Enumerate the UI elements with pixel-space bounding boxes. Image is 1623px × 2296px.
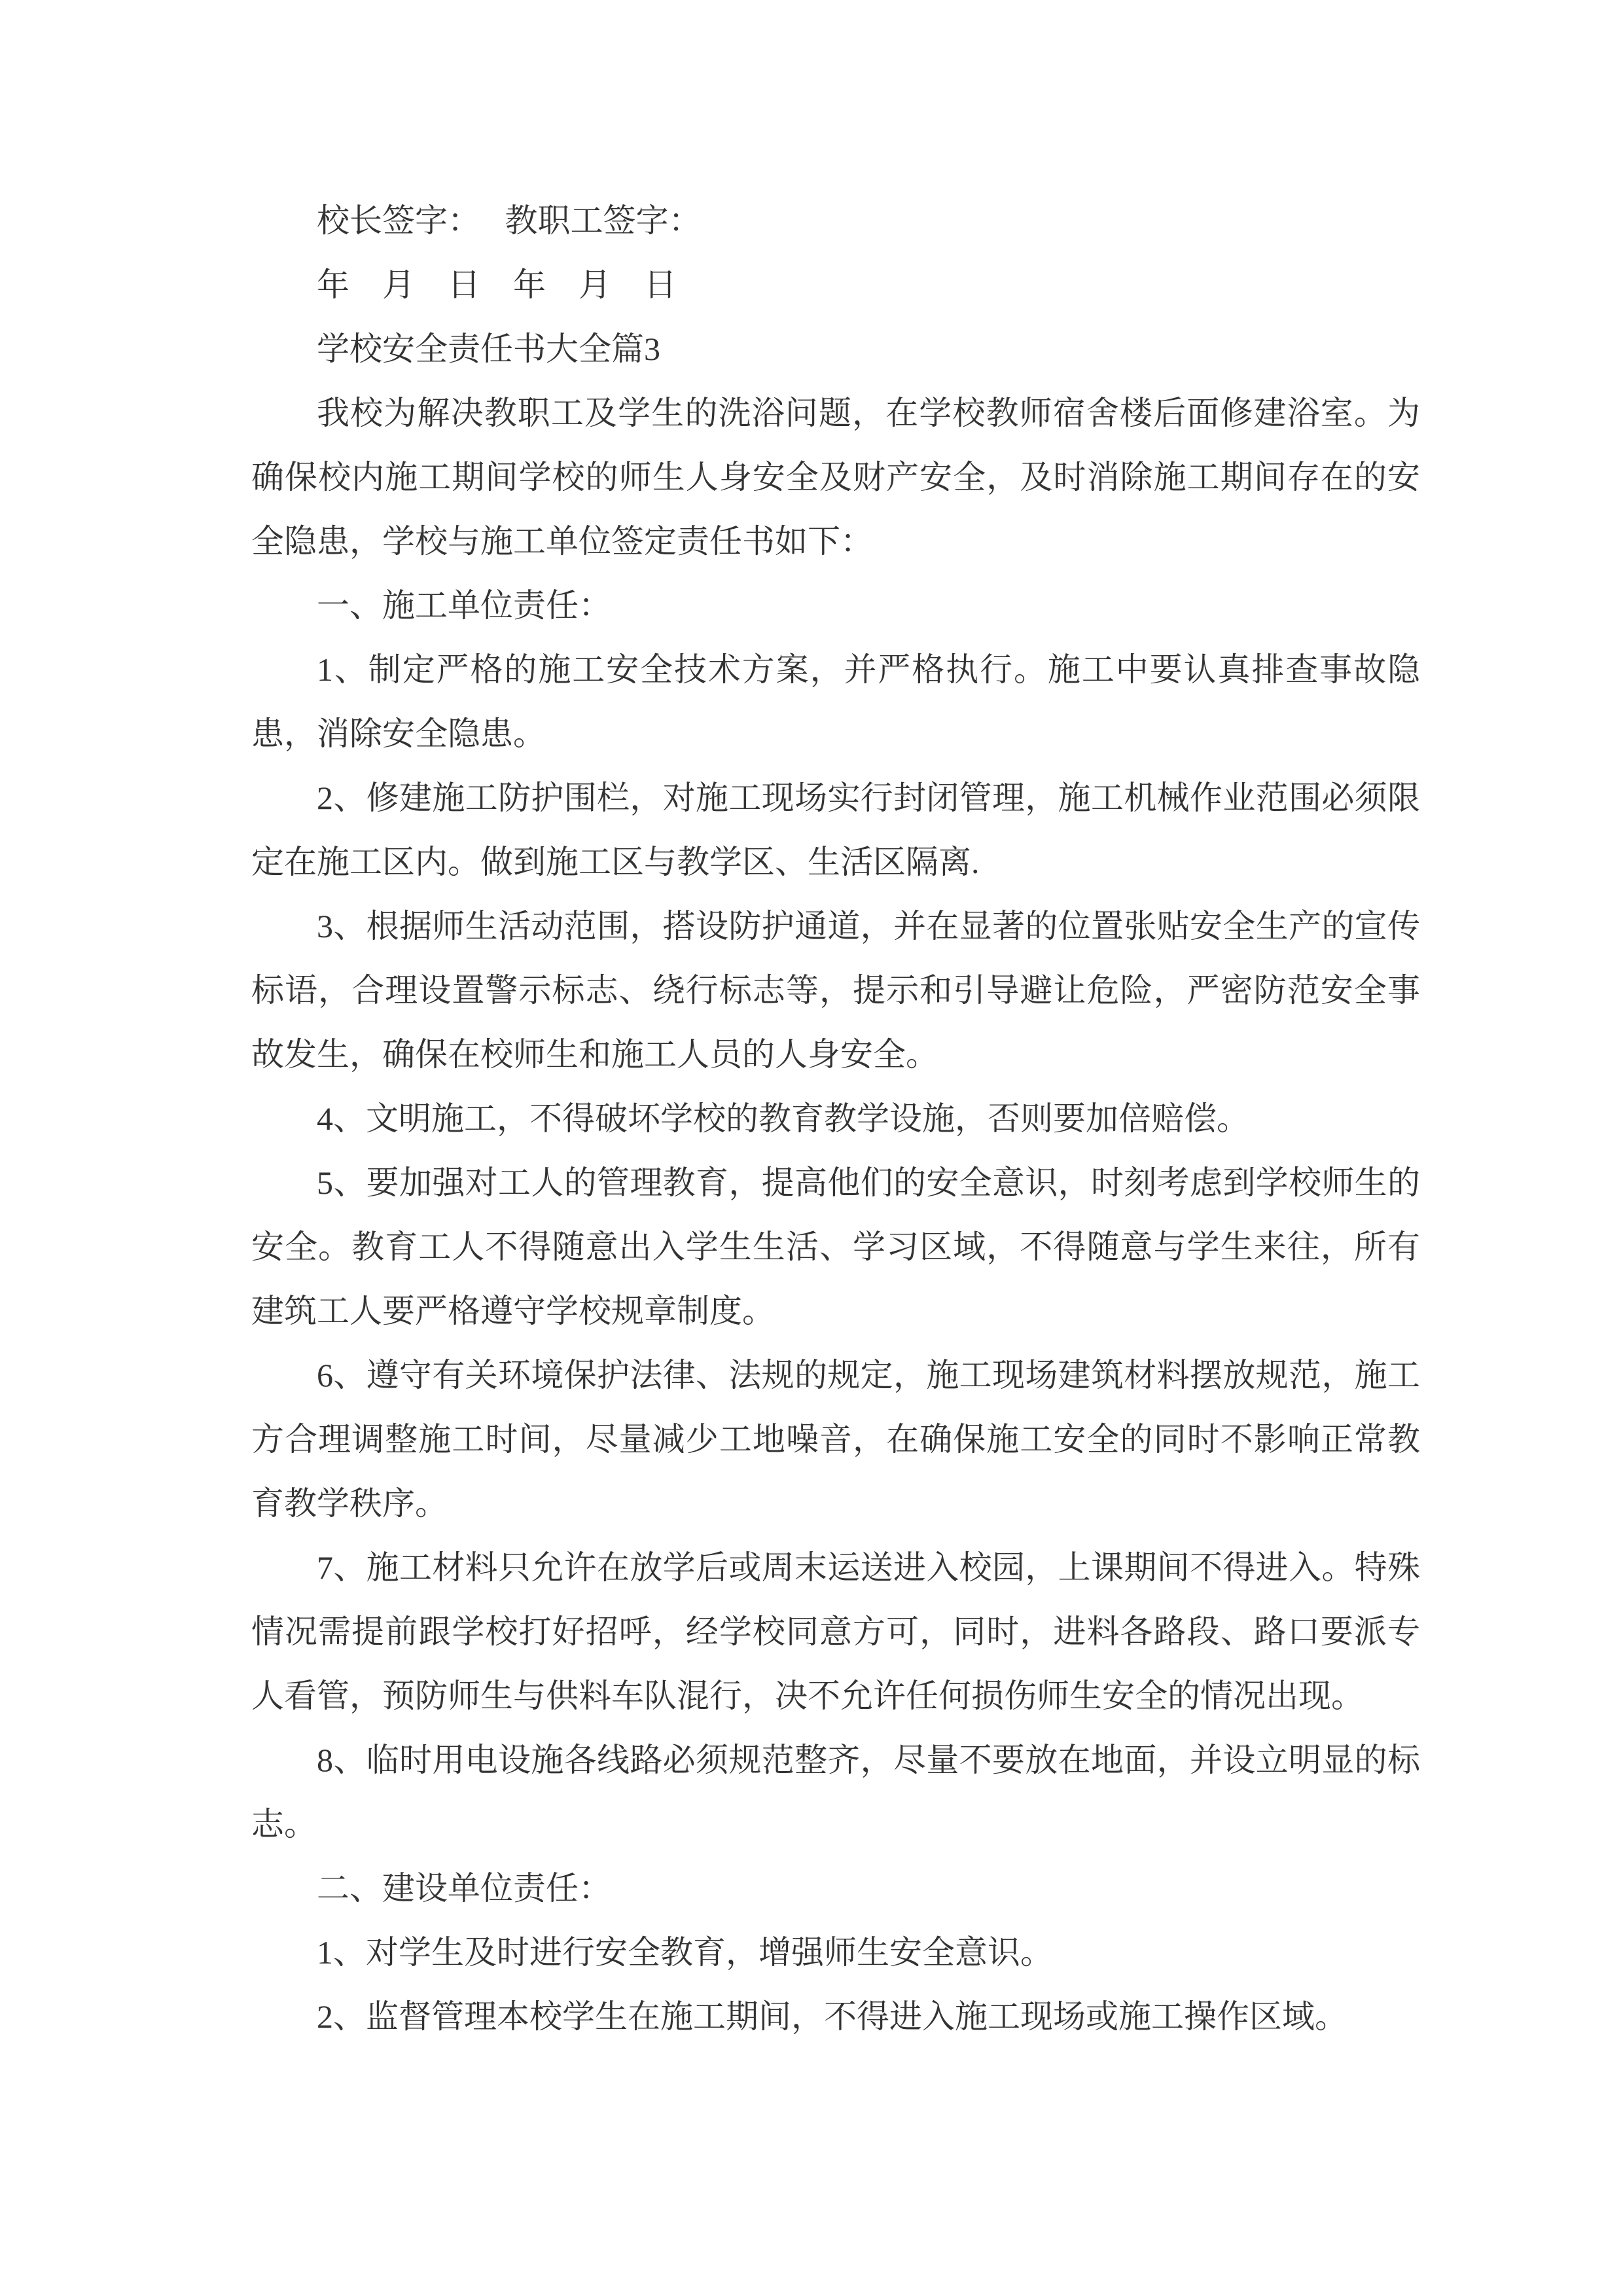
list-item: 2、修建施工防护围栏，对施工现场实行封闭管理，施工机械作业范围必须限定在施工区内。做到施工区与教学区、生活区隔离. [251, 780, 1420, 880]
section-title: 学校安全责任书大全篇3 [317, 331, 660, 367]
list-item: 3、根据师生活动范围，搭设防护通道，并在显著的位置张贴安全生产的宣传标语，合理设置警示标志、绕行标志等，提示和引导避让危险，严密防范安全事故发生，确保在校师生和施工人员的人身安全。 [251, 908, 1420, 1073]
list-item: 7、施工材料只允许在放学后或周末运送进入校园，上课期间不得进入。特殊情况需提前跟学校打好招呼，经学校同意方可，同时，进料各路段、路口要派专人看管，预防师生与供料车队混行，决不允许任何损伤师生安全的情况出现。 [251, 1549, 1420, 1714]
list-heading: 二、建设单位责任： [317, 1870, 611, 1907]
document-body [251, 188, 1420, 2049]
list-item: 1、制定严格的施工安全技术方案，并严格执行。施工中要认真排查事故隐患，消除安全隐患。 [251, 651, 1420, 752]
signature-line: 校长签字： 教职工签字： [317, 202, 702, 239]
list-item: 1、对学生及时进行安全教育，增强师生安全意识。 [317, 1934, 1053, 1971]
list-item: 5、要加强对工人的管理教育，提高他们的安全意识，时刻考虑到学校师生的安全。教育工人不得随意出入学生生活、学习区域，不得随意与学生来往，所有建筑工人要严格遵守学校规章制度。 [251, 1164, 1420, 1329]
paragraph: 我校为解决教职工及学生的洗浴问题，在学校教师宿舍楼后面修建浴室。为确保校内施工期间学校的师生人身安全及财产安全，及时消除施工期间存在的安全隐患，学校与施工单位签定责任书如下： [251, 395, 1420, 560]
list-heading: 一、施工单位责任： [317, 587, 611, 624]
list-item: 2、监督管理本校学生在施工期间，不得进入施工现场或施工操作区域。 [317, 1998, 1347, 2035]
list-item: 4、文明施工，不得破坏学校的教育教学设施，否则要加倍赔偿。 [317, 1100, 1249, 1137]
list-item: 6、遵守有关环境保护法律、法规的规定，施工现场建筑材料摆放规范，施工方合理调整施工时间，尽量减少工地噪音，在确保施工安全的同时不影响正常教育教学秩序。 [251, 1357, 1420, 1522]
list-item: 8、临时用电设施各线路必须规范整齐，尽量不要放在地面，并设立明显的标志。 [251, 1742, 1420, 1842]
date-line: 年 月 日 年 月 日 [317, 266, 677, 303]
